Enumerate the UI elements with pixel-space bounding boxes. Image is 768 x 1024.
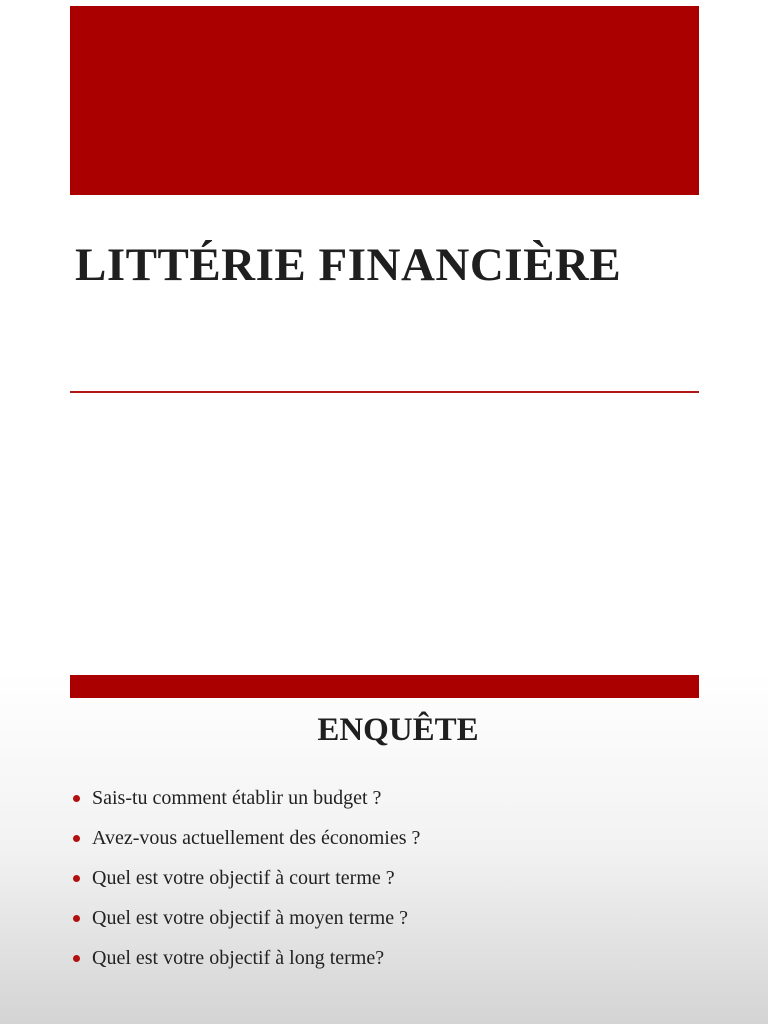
slide-title: LITTÉRIE FINANCIÈRE <box>75 239 622 291</box>
survey-slide <box>0 672 768 1024</box>
bullet-icon <box>73 875 80 882</box>
survey-question-list <box>70 784 420 984</box>
bullet-icon <box>73 795 80 802</box>
list-item <box>70 824 420 864</box>
survey-title: ENQUÊTE <box>317 712 479 748</box>
bullet-icon <box>73 915 80 922</box>
bullet-icon <box>73 955 80 962</box>
question-text: Quel est votre objectif à moyen terme ? <box>92 907 408 929</box>
list-item <box>70 904 420 944</box>
title-banner <box>70 6 699 195</box>
list-item <box>70 864 420 904</box>
survey-banner <box>70 675 699 698</box>
question-text: Quel est votre objectif à court terme ? <box>92 867 395 889</box>
bullet-icon <box>73 835 80 842</box>
title-divider <box>70 391 699 393</box>
list-item <box>70 944 420 984</box>
question-text: Quel est votre objectif à long terme? <box>92 947 385 969</box>
question-text: Sais-tu comment établir un budget ? <box>92 787 382 809</box>
question-text: Avez-vous actuellement des économies ? <box>92 827 421 849</box>
list-item <box>70 784 420 824</box>
